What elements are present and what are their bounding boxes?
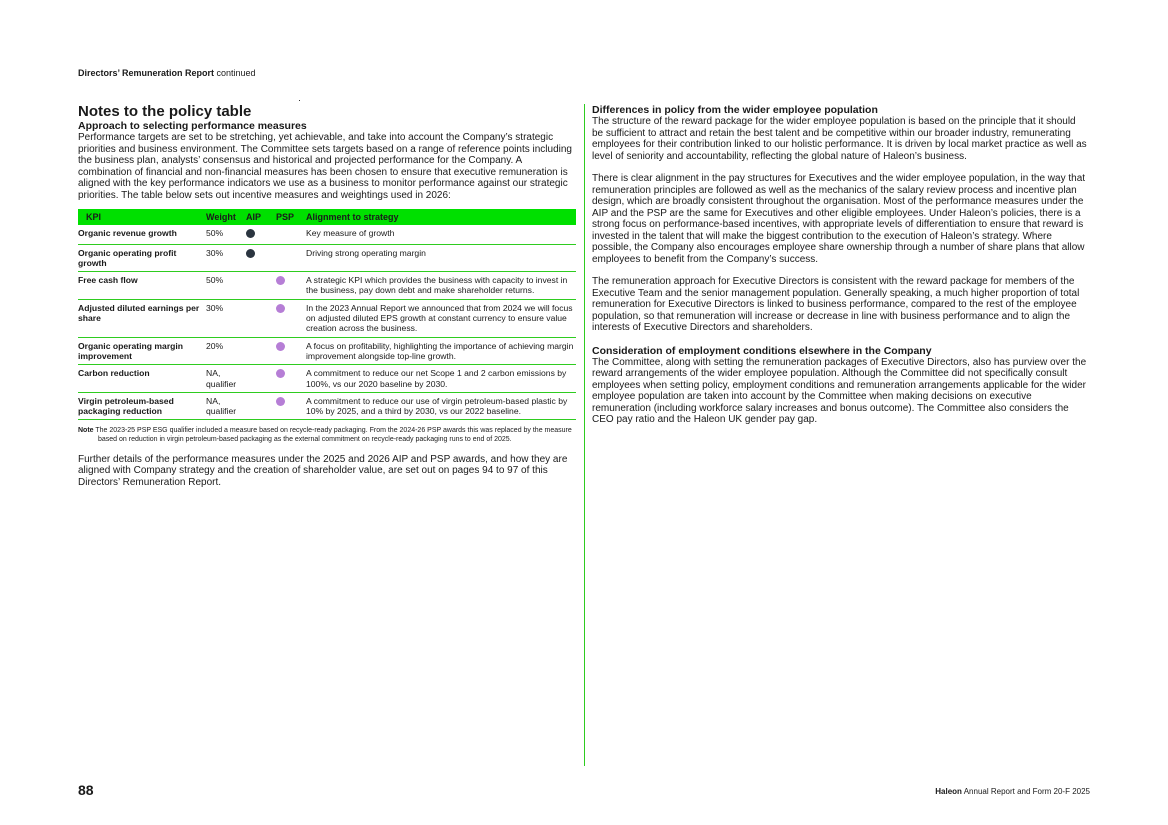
running-header (78, 68, 256, 78)
psp-cell (276, 365, 306, 393)
col-header-kpi: KPI (78, 209, 206, 225)
table-row (78, 337, 576, 365)
further-details-paragraph: Further details of the performance measures under the 2025 and 2026 AIP and PSP awards, and how they are aligned with Company strategy and the creation of shareholder value, are set out on pages 94 to 97 of this Directors’ Remuneration Report. (78, 453, 568, 488)
footer-brand: Haleon (935, 787, 962, 796)
kpi-name-cell: Adjusted diluted earnings per share (78, 299, 206, 337)
table-row (78, 244, 576, 272)
weight-cell: 30% (206, 244, 246, 272)
subheading-performance-measures: Approach to selecting performance measures (78, 120, 307, 132)
stray-mark (299, 100, 300, 101)
table-row (78, 272, 576, 300)
psp-cell (276, 244, 306, 272)
kpi-name-cell: Organic revenue growth (78, 225, 206, 244)
psp-cell (276, 225, 306, 244)
aip-cell (246, 225, 276, 244)
weight-cell: NA, qualifier (206, 365, 246, 393)
alignment-cell: A commitment to reduce our net Scope 1 and 2 carbon emissions by 100%, vs our 2020 baseline by 2030. (306, 365, 576, 393)
report-title: Directors’ Remuneration Report (78, 68, 215, 78)
table-note (78, 427, 576, 444)
differences-paragraph-3: The remuneration approach for Executive Directors is consistent with the reward package for members of the Executive Team and the senior management population. Generally speaking, a much higher proportion of total remuneration for Executive Directors is linked to business performance, compared to the rest of the employee population, so that remuneration will increase or decrease in line with business performance and to align the interests of Executive Directors and shareholders. (592, 276, 1080, 333)
employment-conditions-paragraph: The Committee, along with setting the remuneration packages of Executive Directors, also has purview over the reward arrangements of the wider employee population. Although the Committee did not specifically consult employees when setting policy, employment conditions and remuneration arrangements applicable for the wider employee population are taken into account by the Committee when making decisions on executive remuneration (including workforce salary increases and bonus outcome). The Committee also considers the CEO pay ratio and the Haleon UK gender pay gap. (592, 356, 1087, 425)
note-text: The 2023-25 PSP ESG qualifier included a measure based on recycle-ready packaging. From the 2024-26 PSP awards this was replaced by the measure based on reduction in virgin petroleum-based packaging as the external commitment on recycle-ready packaging runs to end of 2025. (93, 427, 572, 444)
heading-employment-conditions: Consideration of employment conditions elsewhere in the Company (592, 344, 932, 357)
col-header-aip: AIP (246, 209, 276, 225)
footer-doc-title: Annual Report and Form 20-F 2025 (961, 787, 1090, 796)
alignment-cell: A strategic KPI which provides the business with capacity to invest in the business, pay down debt and make shareholder returns. (306, 272, 576, 300)
psp-dot-icon (276, 276, 285, 285)
aip-cell (246, 365, 276, 393)
table-row (78, 225, 576, 244)
section-title: Notes to the policy table (78, 103, 252, 120)
kpi-name-cell: Organic operating profit growth (78, 244, 206, 272)
psp-cell (276, 272, 306, 300)
alignment-cell: A commitment to reduce our use of virgin petroleum-based plastic by 10% by 2025, and a third by 2030, vs our 2022 baseline. (306, 392, 576, 420)
table-row (78, 365, 576, 393)
kpi-name-cell: Free cash flow (78, 272, 206, 300)
kpi-name-cell: Carbon reduction (78, 365, 206, 393)
psp-dot-icon (276, 342, 285, 351)
aip-dot-icon (246, 229, 255, 238)
alignment-cell: Driving strong operating margin (306, 244, 576, 272)
aip-cell (246, 244, 276, 272)
aip-dot-icon (246, 249, 255, 258)
table-row (78, 392, 576, 420)
kpi-name-cell: Organic operating margin improvement (78, 337, 206, 365)
psp-cell (276, 337, 306, 365)
col-header-weight: Weight (206, 209, 246, 225)
aip-cell (246, 392, 276, 420)
right-column (592, 104, 1088, 426)
psp-dot-icon (276, 397, 285, 406)
footer-report-title (935, 787, 1090, 796)
column-divider (584, 104, 585, 766)
psp-dot-icon (276, 369, 285, 378)
heading-differences: Differences in policy from the wider employee population (592, 104, 878, 116)
intro-paragraph: Performance targets are set to be stretching, yet achievable, and take into account the Company’s strategic priorities and business environment. The Committee sets targets based on a range of reference points including the business plan, analysts’ consensus and historical and projected performance for the Company. A combination of financial and non-financial measures has been chosen to ensure that executive remuneration is aligned with the key performance indicators we use as a business to monitor performance against our strategic priorities. The table below sets out incentive measures and weightings used in 2026: (78, 132, 572, 201)
kpi-table (78, 209, 576, 420)
left-column (78, 104, 576, 488)
weight-cell: 50% (206, 225, 246, 244)
differences-paragraph-2: There is clear alignment in the pay structures for Executives and the wider employee population, in the way that remuneration principles are followed as well as the mechanics of the salary review process and incentive plan design, which are broadly consistent throughout the organisation. Most of the performance measures under the AIP and the PSP are the same for Executives and other eligible employees. Under Haleon’s policies, there is a strong focus on performance-based incentives, with appropriate levels of differentiation to ensure that reward is invested in the talent that will make the biggest contribution to the execution of Haleon’s strategy. Where possible, the Company also encourages employee share ownership through a number of share plans that allow employees to benefit from the Company’s success. (592, 173, 1086, 265)
psp-cell (276, 299, 306, 337)
aip-cell (246, 299, 276, 337)
weight-cell: 30% (206, 299, 246, 337)
note-label: Note (78, 427, 94, 435)
col-header-alignment: Alignment to strategy (306, 209, 576, 225)
weight-cell: 20% (206, 337, 246, 365)
page-number: 88 (78, 782, 94, 798)
kpi-table-body (78, 225, 576, 420)
alignment-cell: Key measure of growth (306, 225, 576, 244)
psp-cell (276, 392, 306, 420)
report-title-suffix: continued (214, 68, 256, 78)
alignment-cell: A focus on profitability, highlighting the importance of achieving margin improvement alongside top-line growth. (306, 337, 576, 365)
alignment-cell: In the 2023 Annual Report we announced that from 2024 we will focus on adjusted diluted EPS growth at constant currency to ensure value creation across the business. (306, 299, 576, 337)
psp-dot-icon (276, 304, 285, 313)
aip-cell (246, 272, 276, 300)
table-row (78, 299, 576, 337)
kpi-table-header-row (78, 209, 576, 225)
col-header-psp: PSP (276, 209, 306, 225)
weight-cell: 50% (206, 272, 246, 300)
differences-paragraph-1: The structure of the reward package for the wider employee population is based on the principle that it should be sufficient to attract and retain the best talent and be competitive within our broader industry, remunerating employees for their contribution linked to our holistic performance. It is driven by local market practice as well as level of seniority and accountability, reflecting the global nature of Haleon’s business. (592, 116, 1087, 162)
kpi-name-cell: Virgin petroleum-based packaging reduction (78, 392, 206, 420)
weight-cell: NA, qualifier (206, 392, 246, 420)
aip-cell (246, 337, 276, 365)
